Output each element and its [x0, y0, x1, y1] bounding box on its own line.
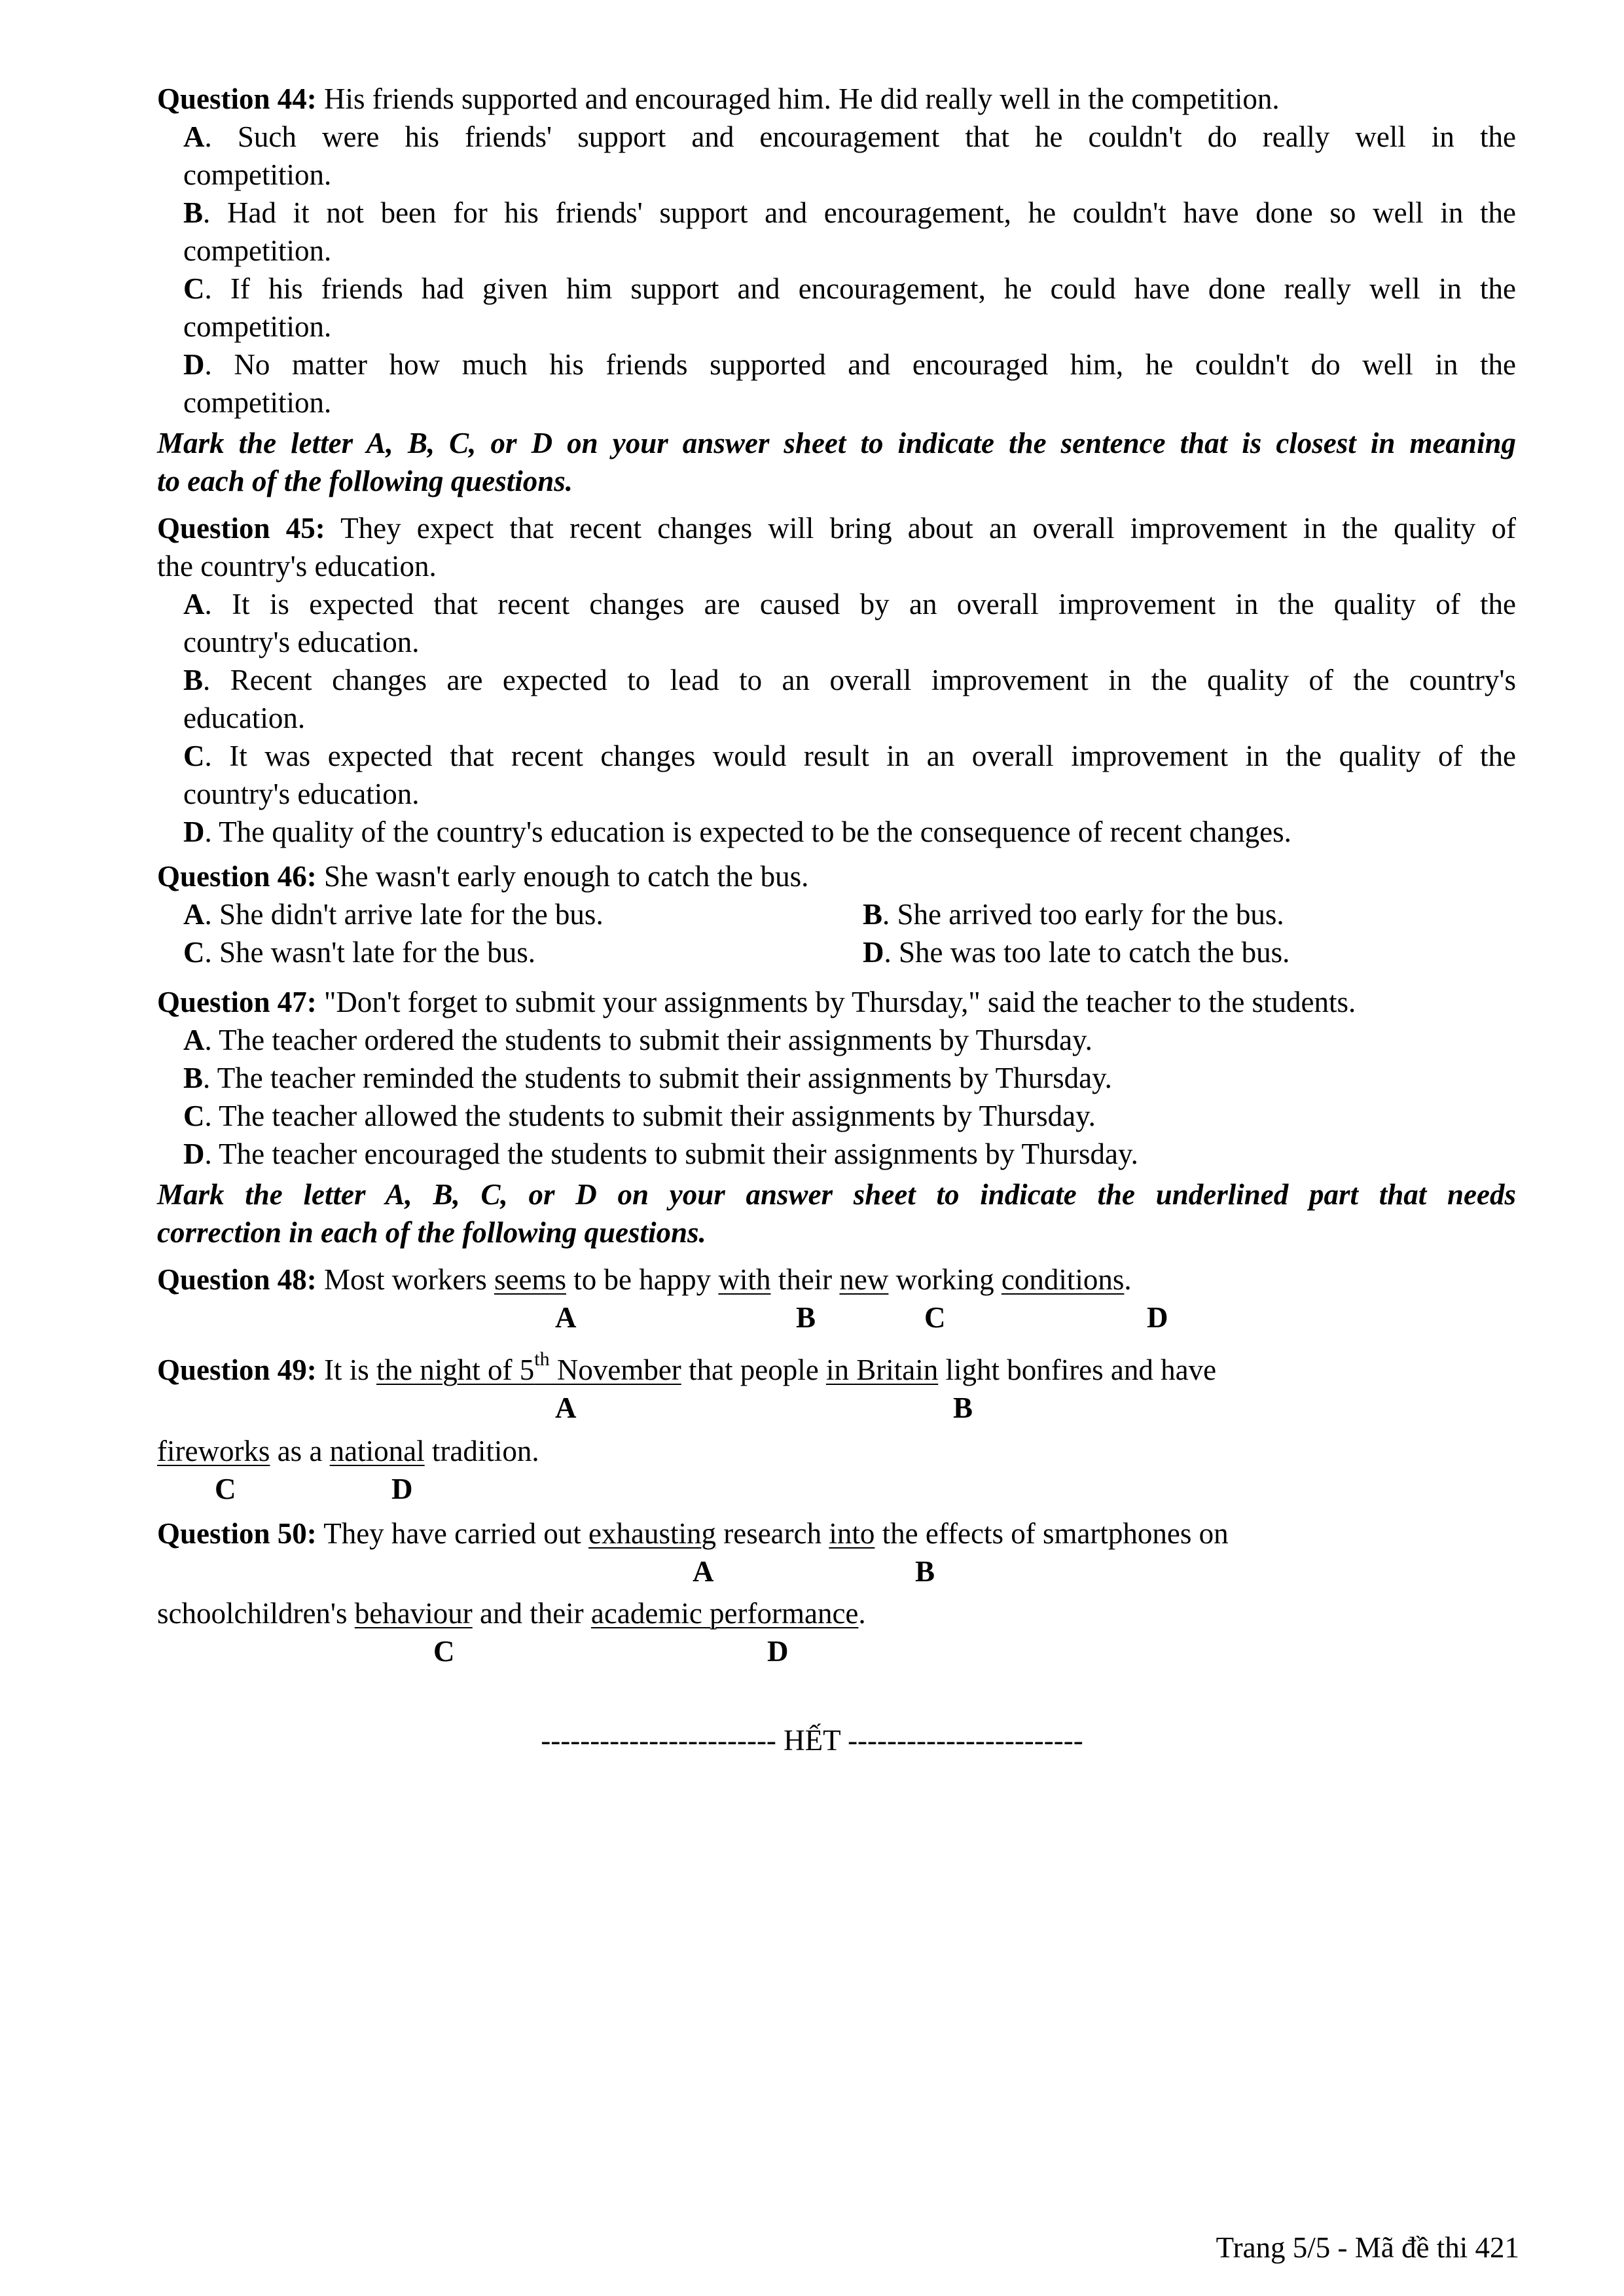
- question-49-underline-a: the night of 5th November: [376, 1348, 681, 1386]
- question-45-option-b: B. Recent changes are expected to lead to an overall improvement in the quality of the country's: [183, 664, 1516, 696]
- question-45-option-b-cont: education.: [183, 702, 306, 734]
- instruction-closest-meaning: Mark the letter A, B, C, or D on your answer sheet to indicate the sentence that is closest in meaning: [157, 427, 1516, 459]
- question-44-option-b: B. Had it not been for his friends' support and encouragement, he couldn't have done so well in the: [183, 196, 1516, 229]
- question-48-letter-d: D: [1147, 1301, 1168, 1334]
- question-48-label: Question 48:: [157, 1263, 317, 1296]
- question-44-label: Question 44:: [157, 82, 317, 115]
- question-45-stem: Question 45: They expect that recent changes will bring about an overall improvement in the quality of: [157, 512, 1517, 545]
- question-46-label: Question 46:: [157, 860, 317, 893]
- question-44-option-d: D. No matter how much his friends supported and encouraged him, he couldn't do well in the: [183, 348, 1516, 381]
- question-48-underline-d: conditions: [1001, 1263, 1125, 1296]
- question-44-option-d-cont: competition.: [183, 386, 332, 419]
- question-45-option-c-cont: country's education.: [183, 778, 420, 810]
- question-49-letter-b: B: [953, 1391, 973, 1424]
- question-48-stem: Question 48: Most workers seems to be happy with their new working conditions.: [157, 1263, 1132, 1296]
- question-47-option-b: B. The teacher reminded the students to submit their assignments by Thursday.: [183, 1062, 1112, 1094]
- question-47-stem: Question 47: "Don't forget to submit your assignments by Thursday," said the teacher to the students.: [157, 986, 1356, 1018]
- question-47-option-c: C. The teacher allowed the students to submit their assignments by Thursday.: [183, 1100, 1096, 1132]
- question-47-option-d: D. The teacher encouraged the students to submit their assignments by Thursday.: [183, 1138, 1138, 1170]
- question-44-option-a: A. Such were his friends' support and encouragement that he couldn't do really well in the: [183, 120, 1516, 153]
- question-45-option-a-cont: country's education.: [183, 626, 420, 658]
- question-50-letter-a: A: [693, 1555, 714, 1588]
- instruction-error-correction-cont: correction in each of the following questions.: [157, 1216, 706, 1249]
- question-45-option-a: A. It is expected that recent changes are caused by an overall improvement in the quality of the: [183, 588, 1516, 620]
- question-50-underline-d: academic performance: [590, 1597, 859, 1630]
- question-49-letter-c: C: [215, 1473, 236, 1505]
- question-47-option-a: A. The teacher ordered the students to submit their assignments by Thursday.: [183, 1024, 1092, 1056]
- question-47-label: Question 47:: [157, 986, 317, 1018]
- question-50-stem-cont: schoolchildren's behaviour and their academic performance.: [157, 1597, 866, 1630]
- question-46-option-b: B. She arrived too early for the bus.: [863, 898, 1284, 931]
- question-49-label: Question 49:: [157, 1354, 317, 1386]
- question-48-letter-c: C: [924, 1301, 946, 1334]
- question-45-option-c: C. It was expected that recent changes would result in an overall improvement in the quality of the: [183, 740, 1516, 772]
- question-46-stem: Question 46: She wasn't early enough to catch the bus.: [157, 860, 809, 893]
- question-48-underline-b: with: [718, 1263, 771, 1296]
- question-49-letter-d: D: [391, 1473, 413, 1505]
- question-48-underline-c: new: [839, 1263, 889, 1296]
- question-50-underline-b: into: [829, 1517, 875, 1550]
- question-46-option-a: A. She didn't arrive late for the bus.: [183, 898, 604, 931]
- question-46-option-d: D. She was too late to catch the bus.: [863, 936, 1290, 969]
- instruction-error-correction: Mark the letter A, B, C, or D on your answer sheet to indicate the underlined part that needs: [157, 1178, 1516, 1211]
- question-49-stem-cont: fireworks as a national tradition.: [157, 1435, 539, 1467]
- question-46-option-c: C. She wasn't late for the bus.: [183, 936, 536, 969]
- question-50-letter-c: C: [433, 1635, 455, 1668]
- question-49-underline-b: in Britain: [825, 1354, 939, 1386]
- question-50-underline-a: exhausting: [588, 1517, 716, 1550]
- question-44-stem: Question 44: His friends supported and encouraged him. He did really well in the competition.: [157, 82, 1280, 115]
- question-49-stem: Question 49: It is the night of 5th November that people in Britain light bonfires and have: [157, 1348, 1217, 1386]
- page-footer: Trang 5/5 - Mã đề thi 421: [1216, 2231, 1519, 2264]
- question-44-option-c: C. If his friends had given him support and encouragement, he could have done really well in the: [183, 272, 1516, 305]
- question-45-label: Question 45:: [157, 512, 325, 545]
- question-49-underline-c: fireworks: [157, 1435, 270, 1467]
- end-of-exam-marker: ------------------------ HẾT ------------------------: [541, 1724, 1083, 1757]
- question-50-stem: Question 50: They have carried out exhausting research into the effects of smartphones on: [157, 1517, 1229, 1550]
- question-45-stem-cont: the country's education.: [157, 550, 437, 583]
- question-45-option-d: D. The quality of the country's education is expected to be the consequence of recent changes.: [183, 816, 1291, 848]
- question-44-option-a-cont: competition.: [183, 158, 332, 191]
- question-44-option-b-cont: competition.: [183, 234, 332, 267]
- question-48-underline-a: seems: [494, 1263, 566, 1296]
- question-50-letter-b: B: [915, 1555, 935, 1588]
- question-50-label: Question 50:: [157, 1517, 317, 1550]
- question-50-underline-c: behaviour: [354, 1597, 473, 1630]
- question-44-option-c-cont: competition.: [183, 310, 332, 343]
- question-50-letter-d: D: [767, 1635, 789, 1668]
- question-49-underline-d: national: [329, 1435, 425, 1467]
- instruction-closest-meaning-cont: to each of the following questions.: [157, 465, 573, 497]
- question-48-letter-a: A: [555, 1301, 577, 1334]
- question-49-letter-a: A: [555, 1391, 577, 1424]
- question-48-letter-b: B: [796, 1301, 816, 1334]
